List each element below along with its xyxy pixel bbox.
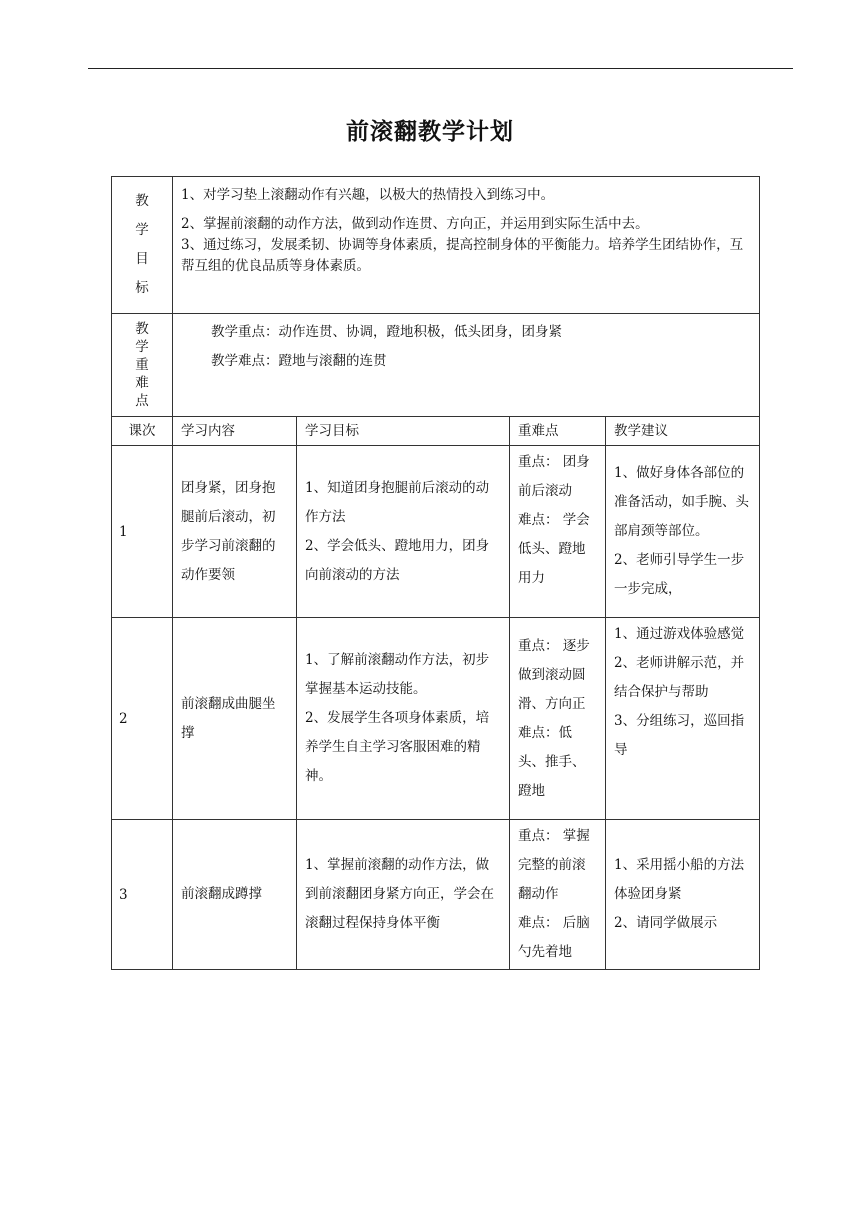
header-advice: 教学建议 xyxy=(606,417,760,446)
header-goals: 学习目标 xyxy=(297,417,510,446)
table-row xyxy=(112,446,760,618)
key-points-row xyxy=(112,314,760,417)
lesson-number: 2 xyxy=(112,618,173,820)
objective-item: 1、对学习垫上滚翻动作有兴趣，以极大的热情投入到练习中。 xyxy=(181,187,555,203)
objective-item: 2、掌握前滚翻的动作方法，做到动作连贯、方向正，并运用到实际生活中去。 xyxy=(181,216,649,232)
lesson-advice: 1、做好身体各部位的准备活动，如手腕、头部肩颈等部位。 2、老师引导学生一步一步完成， xyxy=(606,446,760,618)
lesson-goals: 1、掌握前滚翻的动作方法，做到前滚翻团身紧方向正，学会在滚翻过程保持身体平衡 xyxy=(297,820,510,970)
header-key-difficulty: 重难点 xyxy=(510,417,606,446)
lesson-advice: 1、通过游戏体验感觉 2、老师讲解示范，并结合保护与帮助 3、分组练习，巡回指导 xyxy=(606,618,760,820)
table-row xyxy=(112,820,760,970)
lesson-content: 团身紧，团身抱腿前后滚动，初步学习前滚翻的动作要领 xyxy=(173,446,297,618)
lesson-advice: 1、采用摇小船的方法体验团身紧 2、请同学做展示 xyxy=(606,820,760,970)
table-header-row xyxy=(112,417,760,446)
lesson-plan-table xyxy=(111,176,760,970)
teaching-difficulty: 教学难点：蹬地与滚翻的连贯 xyxy=(211,353,387,369)
header-rule xyxy=(88,68,793,69)
page-title: 前滚翻教学计划 xyxy=(346,119,514,145)
header-lesson: 课次 xyxy=(112,417,173,446)
objectives-row xyxy=(112,177,760,314)
lesson-keys: 重点： 团身前后滚动 难点： 学会低头、蹬地用力 xyxy=(510,446,606,618)
lesson-number: 1 xyxy=(112,446,173,618)
key-points-content xyxy=(173,314,760,417)
lesson-keys: 重点： 逐步做到滚动圆滑、方向正 难点：低头、推手、蹬地 xyxy=(510,618,606,820)
lesson-number: 3 xyxy=(112,820,173,970)
lesson-content: 前滚翻成曲腿坐撑 xyxy=(173,618,297,820)
teaching-focus: 教学重点：动作连贯、协调，蹬地积极，低头团身，团身紧 xyxy=(211,324,562,340)
objectives-label: 教 学 目 标 xyxy=(112,177,173,314)
lesson-content: 前滚翻成蹲撑 xyxy=(173,820,297,970)
objectives-content xyxy=(173,177,760,314)
lesson-keys: 重点： 掌握完整的前滚翻动作 难点： 后脑勺先着地 xyxy=(510,820,606,970)
key-points-label: 教 学 重 难 点 xyxy=(112,314,173,417)
lesson-goals: 1、知道团身抱腿前后滚动的动作方法 2、学会低头、蹬地用力，团身向前滚动的方法 xyxy=(297,446,510,618)
lesson-goals: 1、了解前滚翻动作方法，初步掌握基本运动技能。 2、发展学生各项身体素质，培养学生自主学习客服困难的精神。 xyxy=(297,618,510,820)
objective-item: 3、通过练习，发展柔韧、协调等身体素质，提高控制身体的平衡能力。培养学生团结协作，互帮互组的优良品质等身体素质。 xyxy=(181,237,744,274)
table-row xyxy=(112,618,760,820)
header-content: 学习内容 xyxy=(173,417,297,446)
